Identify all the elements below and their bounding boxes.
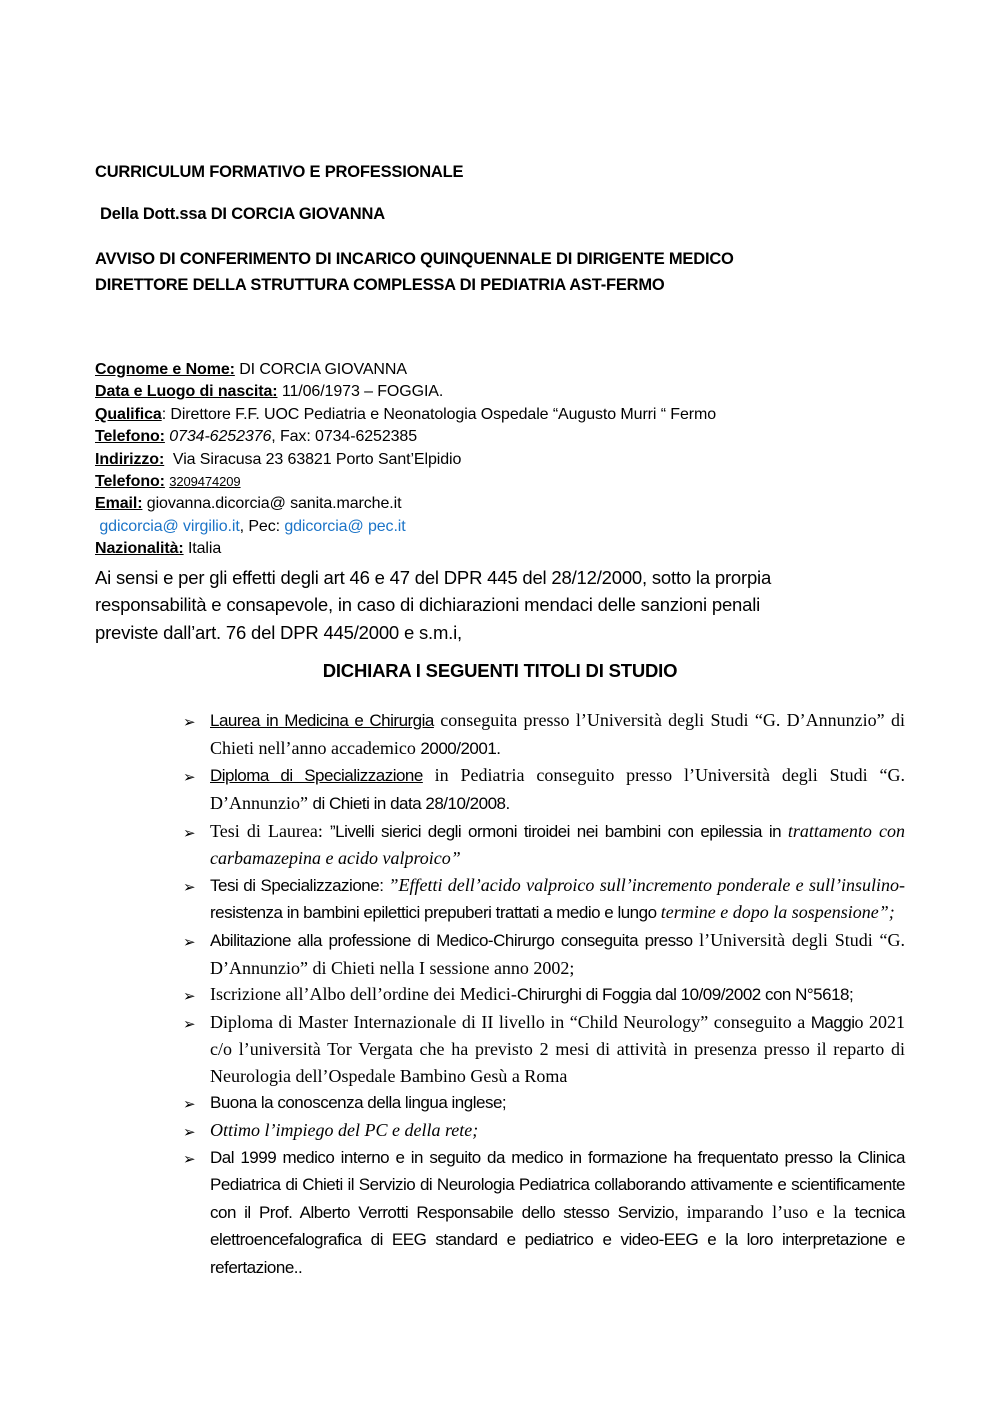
list-item [95,872,905,927]
info-line-birth-date-place [95,381,905,403]
personal-info-block [95,359,905,561]
text-run: Email: [95,495,143,513]
text-run: Nazionalità: [95,540,184,558]
info-line-phone-office [95,426,905,448]
notice-heading [95,246,905,298]
text-run: di Chieti in data 28/10/2008. [312,793,510,813]
text-run: conseguita presso l’Università degli Studi “G. D’Annunzio” di Chieti nell’anno accademico [210,710,905,758]
text-run: Tesi di Laurea: [210,820,331,841]
text-run: trattamento con carbamazepina e acido valproico” [210,820,905,869]
declaration-line: previste dall’art. 76 del DPR 445/2000 e s.m.i, [95,621,462,643]
text-run: Dal 1999 medico interno e in seguito da medico in formazione ha frequentato presso la Clinica Pediatrica di Chieti il Servizio di Neurologia Pediatrica collaborando attivamente e scientificamente con il Prof. Alberto Verrotti Responsabile dello stesso Servizio, [210,1147,905,1222]
bullet-arrow-icon: ➢ [183,877,196,896]
info-line-email [95,493,905,515]
text-run: Tesi di Specializzazione: [210,875,389,895]
list-item [95,927,905,981]
bullet-arrow-icon: ➢ [183,713,196,732]
text-run: Maggi [810,1012,855,1032]
text-run: 3209474209 [169,474,241,490]
info-line-qualification [95,404,905,426]
notice-line-1: AVVISO DI CONFERIMENTO DI INCARICO QUINQUENNALE DI DIRIGENTE MEDICO [95,250,734,268]
info-line-nationality [95,538,905,560]
list-item [95,1117,905,1144]
notice-line-2: DIRETTORE DELLA STRUTTURA COMPLESSA DI PEDIATRIA AST-FERMO [95,276,665,294]
text-run: Laurea in Medicina e Chirurgia [210,711,434,731]
text-run: ”Effetti dell’acido valproico sull’incremento ponderale e sull’insulino- [388,874,906,895]
list-item [95,707,905,762]
bullet-arrow-icon: ➢ [183,1014,196,1033]
text-run: Cognome e Nome: [95,361,235,378]
list-item [95,1009,905,1090]
document-title: CURRICULUM FORMATIVO E PROFESSIONALE [95,163,464,181]
bullet-arrow-icon: ➢ [183,987,196,1006]
declaration-line: Ai sensi e per gli effetti degli art 46 e 47 del DPR 445 del 28/12/2000, sotto la prorpia [95,566,772,588]
text-run: 0734-6252376 [164,428,272,446]
bullet-arrow-icon: ➢ [183,932,196,951]
text-run: tecnica elettroencefalografica di EEG standard e pediatrico e video-EEG e la loro interpretazione e refertazione.. [210,1202,905,1278]
declaration-paragraph [95,564,905,647]
list-item [95,1144,905,1282]
text-run: Diploma di Master Internazionale di II livello in “Child Neurology” conseguito a [210,1011,811,1032]
text-run: Diploma di Specializzazione [210,766,423,786]
text-run: ”Livelli sierici degli ormoni tiroidei nei bambini con epilessia in [330,821,788,841]
text-run: Italia [183,540,222,558]
bullet-arrow-icon: ➢ [183,1095,196,1114]
info-line-surname-name [95,359,905,381]
bullet-arrow-icon: ➢ [183,1149,196,1168]
list-item [95,981,905,1009]
info-line-address [95,449,905,471]
text-run: : Direttore F.F. UOC Pediatria e Neonatologia Ospedale “Augusto Murri “ Fermo [161,405,716,423]
bullet-arrow-icon: ➢ [183,1123,196,1142]
text-run: , Fax: 0734-6252385 [271,428,418,446]
text-run: in Pediatria conseguito presso l’Università degli Studi “G. D’Annunzio” [210,765,905,813]
text-run: Abilitazione alla professione di Medico-Chirurgo conseguita presso [210,930,700,950]
text-run: l’Università degli Studi “G. D’Annunzio” di Chieti nella I sessione anno 2002; [210,929,906,978]
text-run: Telefono: [95,473,165,491]
declaration-line: responsabilità e consapevole, in caso di dichiarazioni mendaci delle sanzioni penali [95,594,761,616]
section-heading: DICHIARA I SEGUENTI TITOLI DI STUDIO [322,660,678,682]
list-item [95,762,905,817]
text-run: Via Siracusa 23 63821 Porto Sant’Elpidio [164,450,462,468]
info-line-phone-mobile [95,471,905,493]
info-line-email-links [95,516,905,538]
text-run: Ottimo l’impiego del PC e della rete; [210,1120,479,1141]
text-run: Buona la conoscenza della lingua inglese; [210,1093,507,1113]
text-run: o 2021 c/o l’università Tor Vergata che ha previsto 2 mesi di attività in presenza presso il reparto di Neurologia dell’Ospedale Bambino Gesù a Roma [210,1011,906,1086]
text-run: Iscrizione all’Albo dell’ordine dei Medici- [210,984,517,1005]
bullet-arrow-icon: ➢ [183,768,196,787]
text-run: Telefono: [95,428,165,446]
text-run: Qualifica [95,405,162,423]
text-run: DI CORCIA GIOVANNA [234,361,407,378]
document-subtitle: Della Dott.ssa DI CORCIA GIOVANNA [100,205,385,223]
text-run: Data e Luogo di nascita: [95,383,278,401]
list-item [95,818,905,872]
text-run: termine e dopo la sospensione”; [660,902,895,923]
titles-list [95,707,905,1281]
bullet-arrow-icon: ➢ [183,823,196,842]
text-run: Chirurghi di Foggia dal 10/09/2002 con N°5618; [516,985,854,1005]
text-run: imparando l’uso e la [686,1201,855,1222]
list-item [95,1089,905,1117]
text-run: giovanna.dicorcia@ sanita.marche.it [142,495,402,513]
text-run: 11/06/1973 – FOGGIA. [277,383,444,401]
email-link[interactable]: gdicorcia@ virgilio.it [99,517,240,535]
text-run: , Pec: [239,517,285,535]
email-link[interactable]: gdicorcia@ pec.it [284,517,406,535]
text-run: Indirizzo: [95,450,165,468]
text-run: resistenza in bambini epilettici prepuberi trattati a medio e lungo [210,903,661,923]
text-run: 2000/2001. [420,738,501,758]
